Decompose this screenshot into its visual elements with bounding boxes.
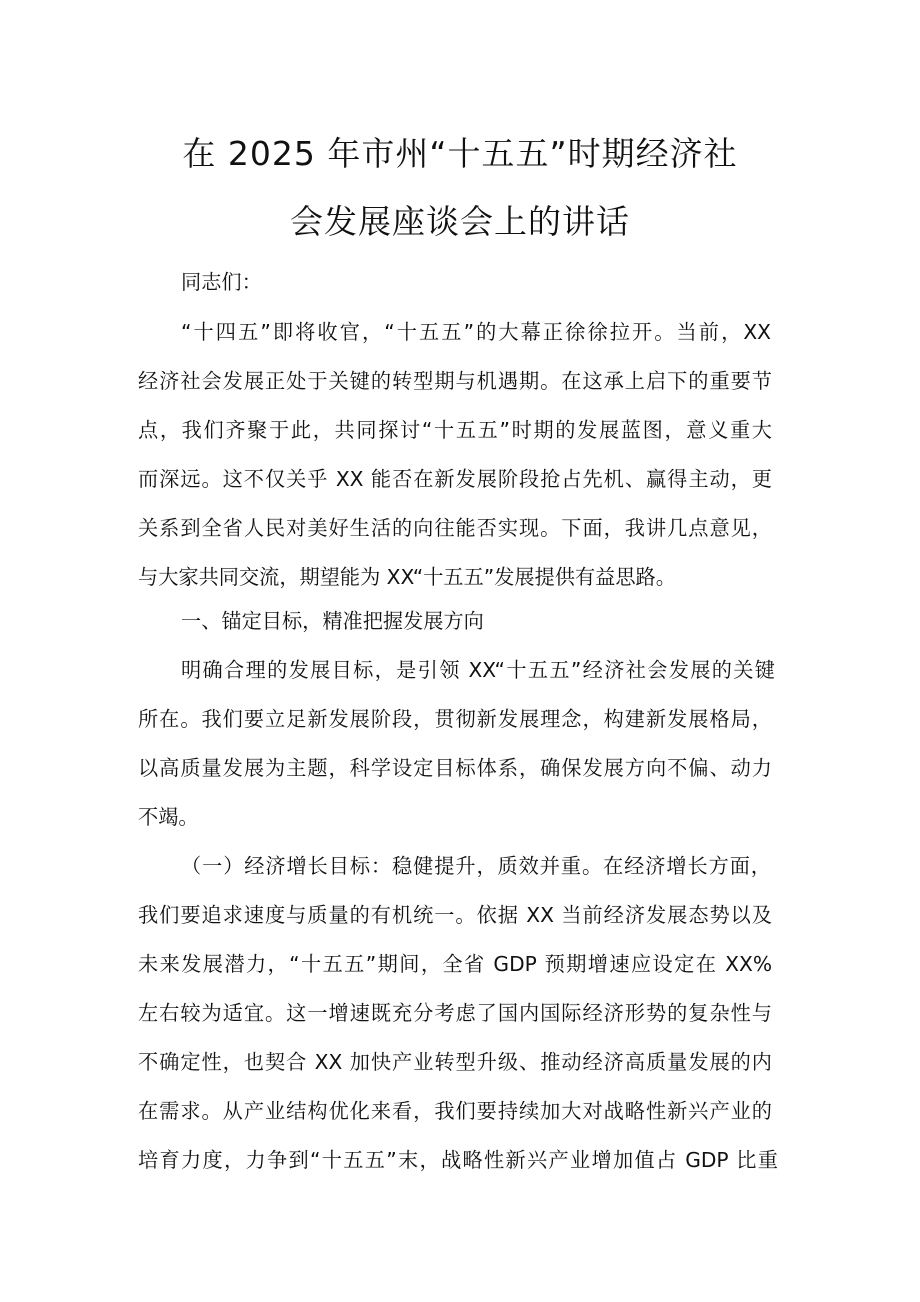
paragraph-1-line: 与大家共同交流，期望能为 XX“十五五”发展提供有益思路。 bbox=[138, 565, 676, 589]
paragraph-3-line: 未来发展潜力，“十五五”期间，全省 GDP 预期增速应设定在 XX% bbox=[138, 952, 772, 976]
salutation: 同志们： bbox=[181, 270, 262, 294]
paragraph-3-line: 培育力度，力争到“十五五”末，战略性新兴产业增加值占 GDP 比重 bbox=[138, 1148, 778, 1172]
paragraph-1-line: 经济社会发展正处于关键的转型期与机遇期。在这承上启下的重要节 bbox=[138, 369, 772, 393]
section-1-heading: 一、锚定目标，精准把握发展方向 bbox=[181, 609, 484, 633]
paragraph-3-line: 不确定性，也契合 XX 加快产业转型升级、推动经济高质量发展的内 bbox=[138, 1050, 772, 1074]
paragraph-1-line: “十四五”即将收官，“十五五”的大幕正徐徐拉开。当前，XX bbox=[181, 320, 771, 344]
paragraph-3-line: 左右较为适宜。这一增速既充分考虑了国内国际经济形势的复杂性与 bbox=[138, 1001, 772, 1025]
document-title-line-1: 在 2025 年市州“十五五”时期经济社 bbox=[182, 134, 738, 173]
paragraph-3-line: 我们要追求速度与质量的有机统一。依据 XX 当前经济发展态势以及 bbox=[138, 903, 772, 927]
paragraph-2-line: 以高质量发展为主题，科学设定目标体系，确保发展方向不偏、动力 bbox=[138, 756, 772, 780]
paragraph-2-line: 明确合理的发展目标，是引领 XX“十五五”经济社会发展的关键 bbox=[181, 658, 775, 682]
paragraph-3-line: （一）经济增长目标：稳健提升，质效并重。在经济增长方面， bbox=[181, 854, 771, 878]
paragraph-1-line: 关系到全省人民对美好生活的向往能否实现。下面，我讲几点意见， bbox=[138, 516, 772, 540]
paragraph-2-line: 不竭。 bbox=[138, 805, 199, 829]
paragraph-1-line: 点，我们齐聚于此，共同探讨“十五五”时期的发展蓝图，意义重大 bbox=[138, 418, 772, 442]
paragraph-3-line: 在需求。从产业结构优化来看，我们要持续加大对战略性新兴产业的 bbox=[138, 1099, 772, 1123]
paragraph-2-line: 所在。我们要立足新发展阶段，贯彻新发展理念，构建新发展格局， bbox=[138, 707, 772, 731]
document-title-line-2: 会发展座谈会上的讲话 bbox=[290, 202, 630, 241]
paragraph-1-line: 而深远。这不仅关乎 XX 能否在新发展阶段抢占先机、赢得主动，更 bbox=[138, 467, 772, 491]
